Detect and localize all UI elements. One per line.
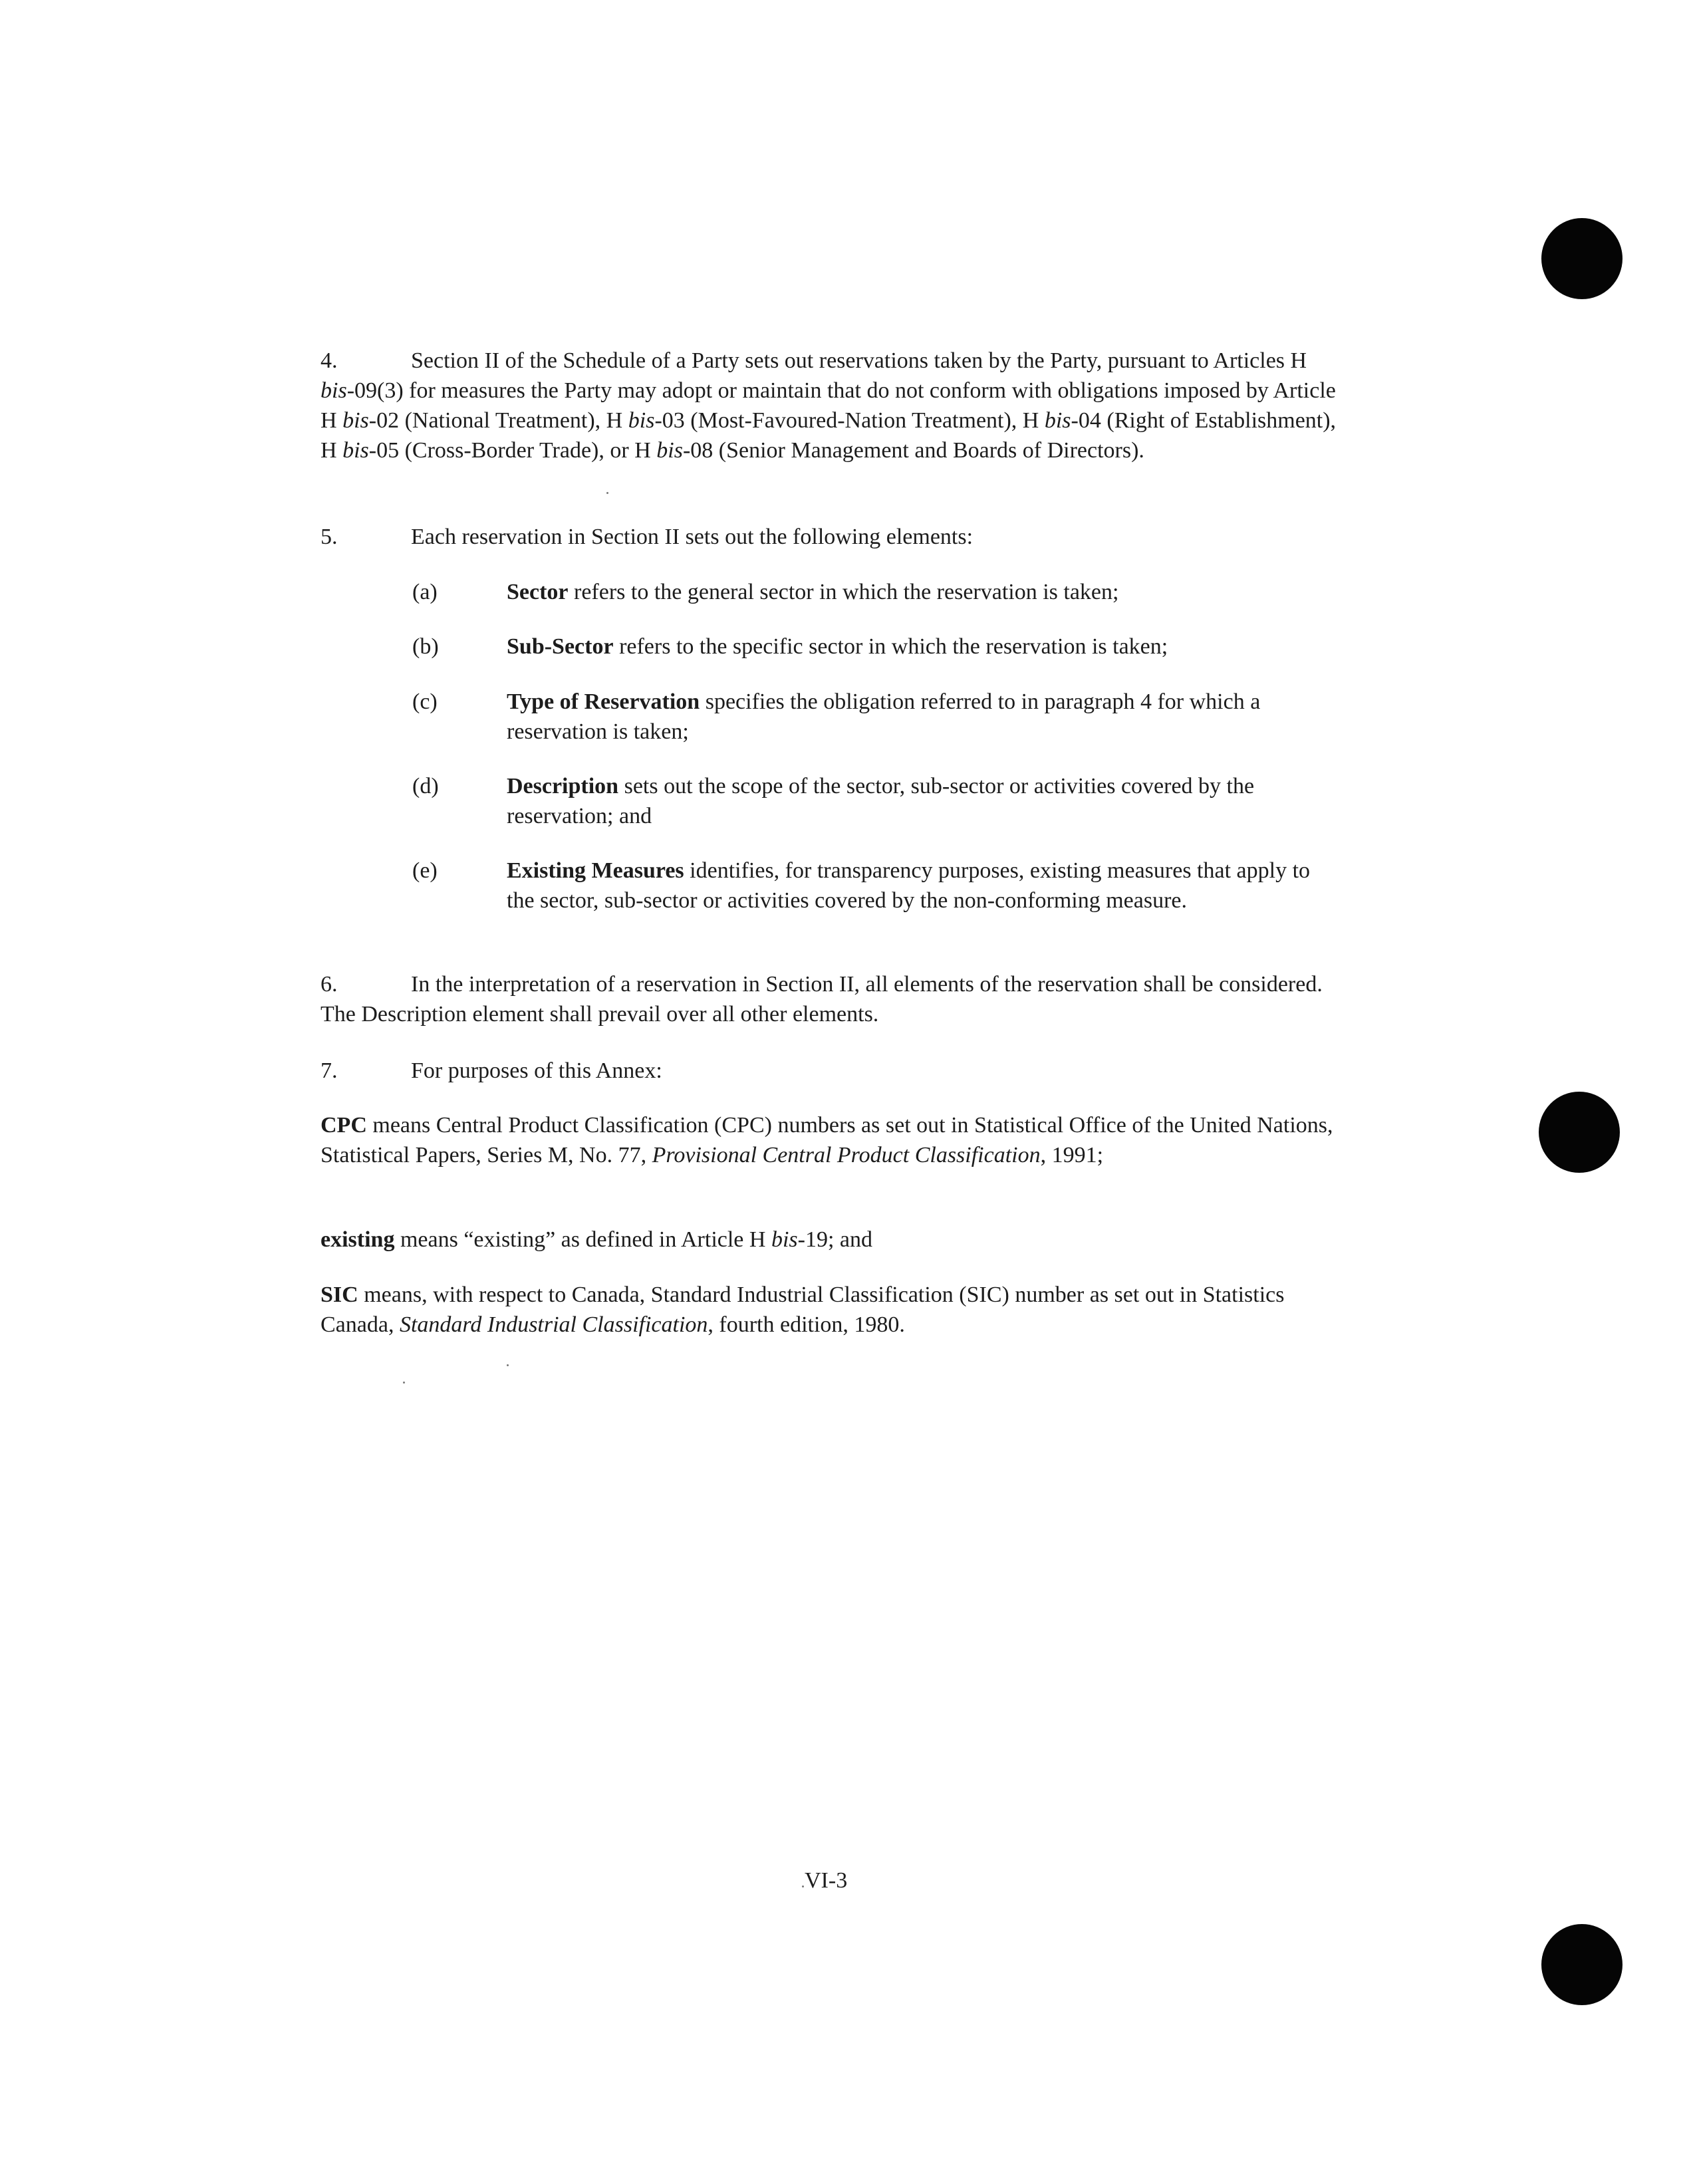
definition-sic: SIC means, with respect to Canada, Standard Industrial Classification (SIC) number as set out in Statistics Canada, Standard Industrial Classification, fourth edition, 1980. [321, 1282, 1285, 1337]
item-label: (c) [412, 689, 438, 714]
definition-term: SIC [321, 1282, 358, 1307]
definition-term: existing [321, 1227, 395, 1252]
punch-hole-bottom [1541, 1924, 1622, 2005]
item-label: (e) [412, 858, 438, 883]
list-item-e: (e) Existing Measures identifies, for transparency purposes, existing measures that apply to the sector, sub-sector or activities covered by the non-conforming measure. [412, 856, 1338, 915]
item-label: (b) [412, 634, 439, 659]
scan-speck [507, 1364, 509, 1366]
paragraph-number: 4. [321, 348, 338, 373]
scan-speck [606, 492, 608, 494]
scan-speck [403, 1382, 405, 1384]
scan-speck [802, 1885, 804, 1887]
paragraph-number: 6. [321, 972, 338, 997]
list-item-d: (d) Description sets out the scope of the sector, sub-sector or activities covered by the reservation; and [412, 771, 1338, 831]
page-number: VI-3 [805, 1868, 848, 1893]
paragraph-5: 5. Each reservation in Section II sets out the following elements: [321, 522, 1338, 552]
paragraph-7: 7. For purposes of this Annex: [321, 1056, 1338, 1086]
item-term: Sector [507, 580, 569, 604]
punch-hole-middle [1539, 1092, 1620, 1173]
list-item-c: (c) Type of Reservation specifies the obligation referred to in paragraph 4 for which a reservation is taken; [412, 687, 1338, 747]
item-term: Type of Reservation [507, 689, 700, 714]
list-item-b: (b) Sub-Sector refers to the specific sector in which the reservation is taken; [412, 632, 1338, 662]
item-label: (a) [412, 580, 438, 604]
definition-existing: existing means “existing” as defined in Article H bis-19; and [321, 1227, 872, 1252]
paragraph-6: 6. In the interpretation of a reservation in Section II, all elements of the reservation shall be considered. The Description element shall prevail over all other elements. [321, 969, 1338, 1029]
item-term: Description [507, 774, 619, 798]
item-term: Existing Measures [507, 858, 684, 883]
paragraph-number: 7. [321, 1058, 338, 1083]
definition-cpc: CPC means Central Product Classification (CPC) numbers as set out in Statistical Office of the United Nations, Statistical Papers, Series M, No. 77, Provisional Central Product Classification, 1991; [321, 1113, 1333, 1167]
item-term: Sub-Sector [507, 634, 614, 659]
list-item-a: (a) Sector refers to the general sector in which the reservation is taken; [412, 577, 1338, 607]
item-label: (d) [412, 774, 439, 798]
paragraph-number: 5. [321, 525, 338, 549]
paragraph-4: 4. Section II of the Schedule of a Party sets out reservations taken by the Party, pursuant to Articles H bis-09(3) for measures the Party may adopt or maintain that do not conform with obligations imposed by Article H bis-02 (National Treatment), H bis-03 (Most-Favoured-Nation Treatment), H bis-04 (Right of Establishment), H bis-05 (Cross-Border Trade), or H bis-08 (Senior Management and Boards of Directors). [321, 346, 1338, 465]
definition-term: CPC [321, 1113, 367, 1138]
punch-hole-top [1541, 218, 1622, 299]
